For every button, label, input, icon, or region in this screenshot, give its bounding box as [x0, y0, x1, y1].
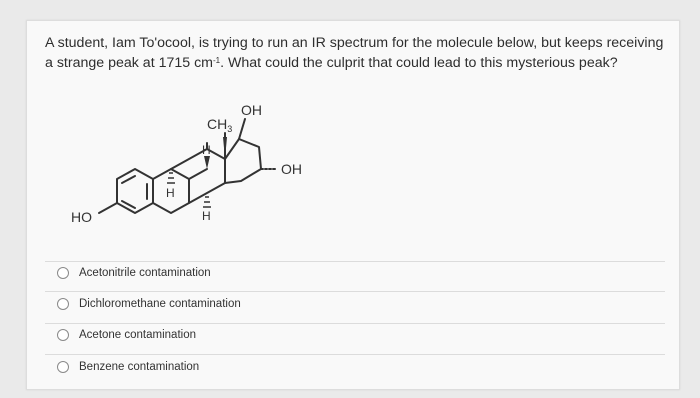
- option-dichloromethane[interactable]: [57, 295, 241, 313]
- option-acetonitrile[interactable]: [57, 264, 211, 282]
- question-text-superscript: -1: [213, 56, 221, 65]
- h-top-wedge: [204, 156, 210, 169]
- option-label: Acetonitrile contamination: [79, 267, 211, 279]
- ring-a-inner-bond-1: [122, 176, 135, 183]
- option-acetone[interactable]: [57, 326, 196, 344]
- option-radio[interactable]: [57, 361, 69, 373]
- oh-right-label: OH: [281, 161, 302, 177]
- option-label: Benzene contamination: [79, 361, 200, 373]
- question-card: [26, 20, 680, 390]
- molecule-structure-diagram: [27, 21, 677, 251]
- h-top-label: H: [202, 143, 211, 157]
- options-divider-2: [45, 291, 665, 292]
- option-radio[interactable]: [57, 298, 69, 310]
- options-divider-3: [45, 323, 665, 324]
- ring-d: [225, 139, 261, 183]
- ch3-label: $CH_3$: [207, 116, 233, 134]
- ho-label: HO: [71, 209, 92, 225]
- question-text-part1: A student, Iam To'ocool, is trying to run an IR spectrum for the molecule below, but keeps receiving a strange peak at 1715 cm: [45, 35, 664, 71]
- h-mid-hash: [203, 197, 211, 207]
- oh-top-label: OH: [241, 102, 262, 118]
- question-text-part2: . What could the culprit that could lead to this mysterious peak?: [220, 55, 618, 71]
- h-mid-label: H: [202, 209, 211, 223]
- option-radio[interactable]: [57, 267, 69, 279]
- option-label: Acetone contamination: [79, 329, 196, 341]
- ring-c: [171, 149, 225, 203]
- option-benzene[interactable]: [57, 358, 199, 376]
- ring-c-bond: [189, 169, 207, 179]
- option-label: Dichloromethane contamination: [79, 298, 241, 310]
- options-divider-1: [45, 261, 665, 262]
- h-left-label: H: [166, 186, 175, 200]
- oh-top-bond: [239, 119, 245, 139]
- options-divider-4: [45, 354, 665, 355]
- option-radio[interactable]: [57, 329, 69, 341]
- ho-bond: [99, 203, 117, 213]
- h-left-hash: [167, 173, 175, 183]
